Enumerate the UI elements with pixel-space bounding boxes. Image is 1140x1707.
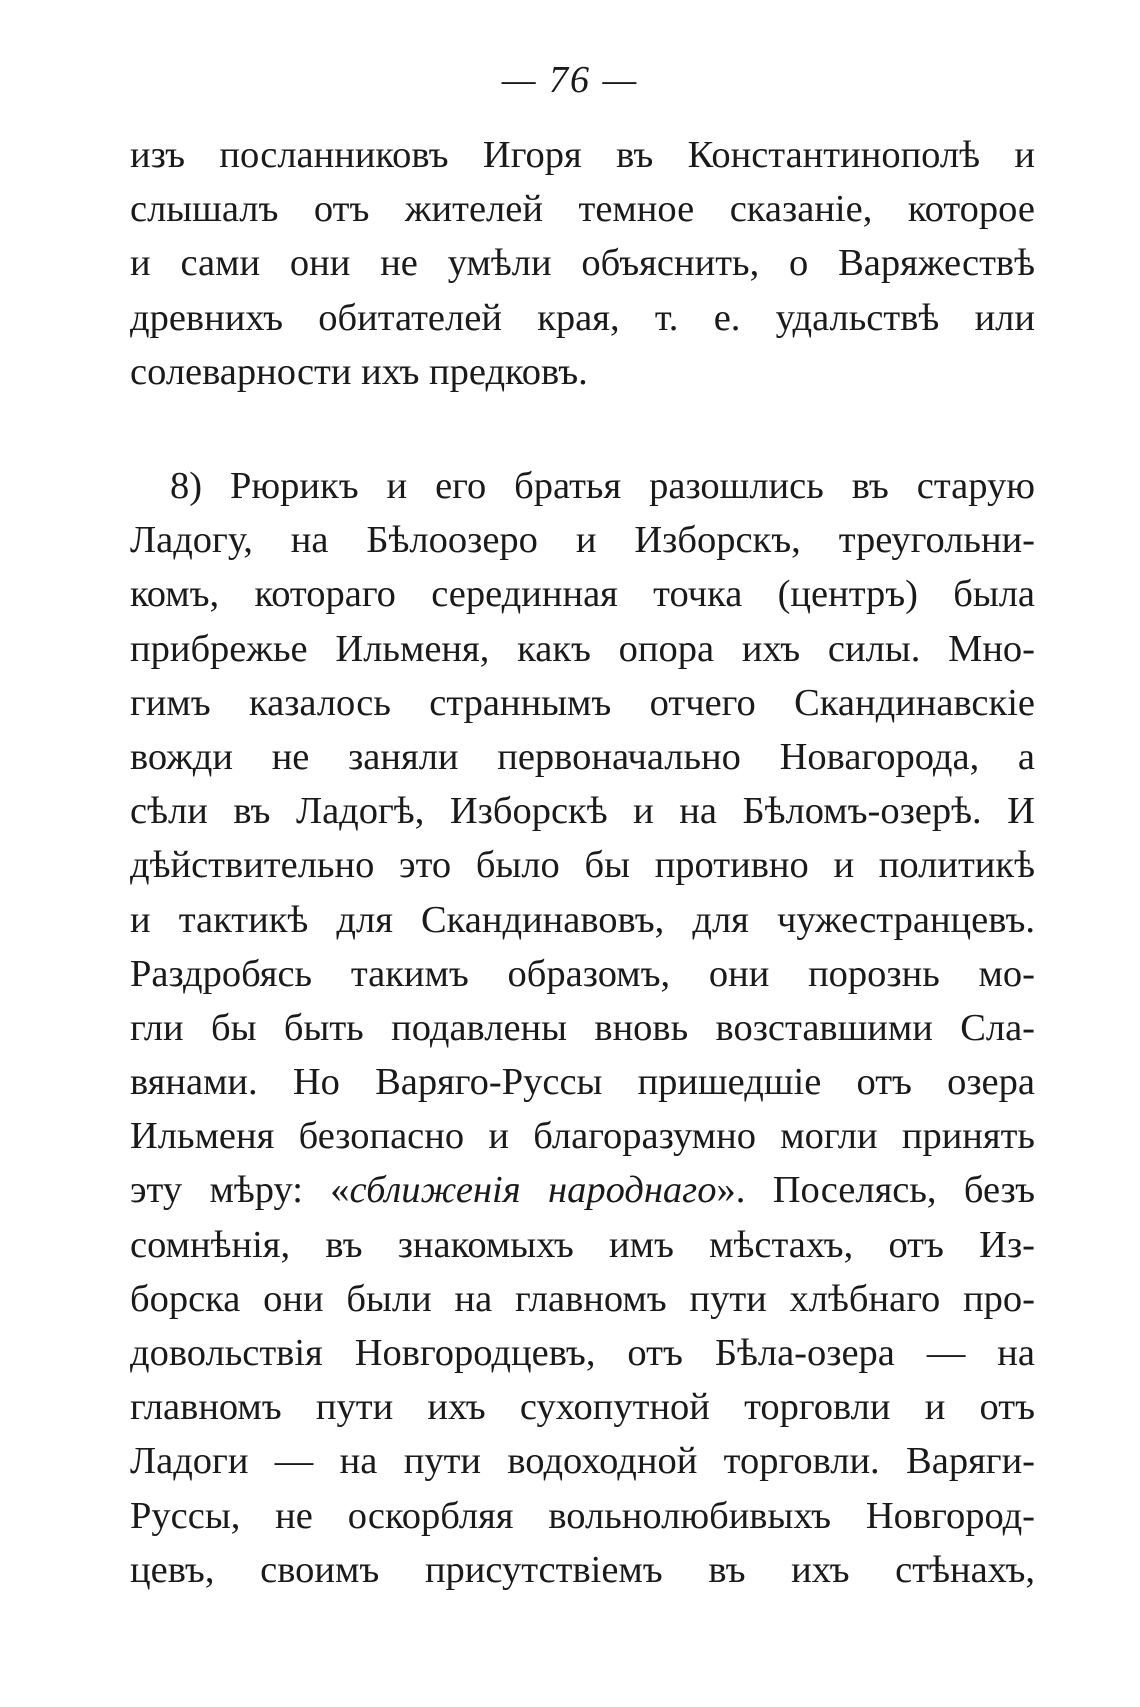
text-line-with-italic-phrase <box>130 1163 1035 1217</box>
text-fragment: эту мѣру: « <box>130 1169 350 1212</box>
text-line: сѣли въ Ладогѣ, Изборскѣ и на Бѣломъ-озерѣ. И <box>130 790 1035 833</box>
paragraph-8 <box>130 459 1035 1597</box>
text-line: древнихъ обитателей края, т. е. удальствѣ или <box>130 296 1035 339</box>
text-line: прибрежье Ильменя, какъ опора ихъ силы. Мно- <box>130 627 1035 670</box>
text-line: вожди не заняли первоначально Новагорода, а <box>130 735 1035 778</box>
italic-phrase: сближенія народнаго <box>349 1169 717 1212</box>
text-line: солеварности ихъ предковъ. <box>130 350 588 393</box>
text-fragment: ». Поселясь, безъ <box>716 1169 1036 1212</box>
text-line: гли бы быть подавлены вновь возставшими Сла- <box>130 1006 1035 1049</box>
page-number: — 76 — <box>501 59 639 101</box>
text-line: довольствія Новгородцевъ, отъ Бѣла-озера — на <box>130 1332 1035 1374</box>
text-line: главномъ пути ихъ сухопутной торговли и отъ <box>130 1386 1035 1429</box>
text-line: комъ, котораго серединная точка (центръ) была <box>130 573 1035 616</box>
text-line: борска они были на главномъ пути хлѣбнаго про- <box>130 1277 1035 1320</box>
text-line: Ладоги — на пути водоходной торговли. Варяги- <box>130 1440 1035 1483</box>
text-line: и тактикѣ для Скандинавовъ, для чужестранцевъ. <box>130 898 1035 941</box>
text-line: Раздробясь такимъ образомъ, они порознь мо- <box>130 952 1035 995</box>
text-line: сомнѣнія, въ знакомыхъ имъ мѣстахъ, отъ Из- <box>130 1223 1035 1266</box>
paragraph-continued <box>130 128 1035 399</box>
text-line: гимъ казалось страннымъ отчего Скандинавскіе <box>130 681 1035 724</box>
text-line: изъ посланниковъ Игоря въ Константинополѣ и <box>130 134 1035 176</box>
text-line: вянами. Но Варяго-Руссы пришедшіе отъ озера <box>130 1061 1035 1104</box>
text-line: Руссы, не оскорбляя вольнолюбивыхъ Новгород- <box>130 1494 1035 1537</box>
text-line: слышалъ отъ жителей темное сказаніе, которое <box>130 188 1035 231</box>
text-line: Ильменя безопасно и благоразумно могли принять <box>130 1115 1035 1158</box>
text-line: цевъ, своимъ присутствіемъ въ ихъ стѣнахъ, <box>130 1548 1035 1591</box>
text-line: дѣйствительно это было бы противно и политикѣ <box>130 844 1035 887</box>
text-line: Ладогу, на Бѣлоозеро и Изборскъ, треугольни- <box>130 519 1035 562</box>
text-line: и сами они не умѣли объяснить, о Варяжествѣ <box>130 242 1035 285</box>
text-line: 8) Рюрикъ и его братья разошлись въ старую <box>170 465 1035 507</box>
